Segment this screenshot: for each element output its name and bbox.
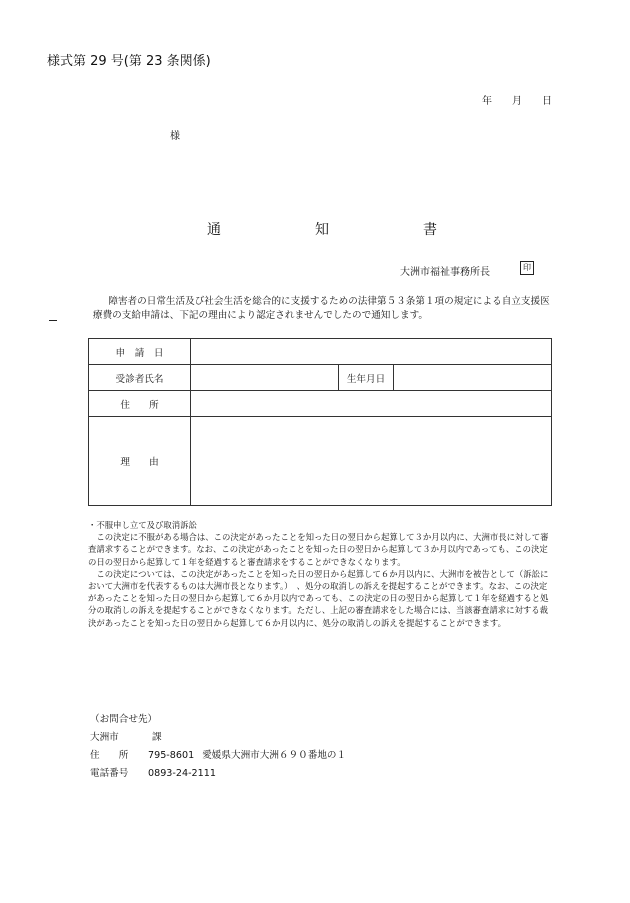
date-month: 月 [512, 96, 522, 107]
table-row [89, 339, 552, 365]
reason-label: 理 由 [89, 417, 191, 506]
table-row [89, 391, 552, 417]
application-date-value[interactable] [191, 339, 552, 365]
contact-division-row [90, 729, 346, 747]
contact-address-row [90, 747, 346, 765]
notice-paragraph-2: この決定については、この決定があったことを知った日の翌日から起算して６か月以内に、大洲市を被告として（訴訟において大洲市を代表するものは大洲市長となります。） 、処分の取消しの訴えを提起することができます。なお、この決定があったことを知った日の翌日から起算して６か月以内であっても、この決定の日の翌日から起算して１年を経過すると処分の取消しの訴えを提起することができなくなります。ただし、上記の審査請求をした場合には、当該審査請求に対する裁決があったことを知った日の翌日から起算して６か月以内に、処分の取消しの訴えを提起することができます。 [88, 568, 549, 628]
date-day: 日 [542, 96, 552, 107]
title-char-1: 通 [207, 222, 221, 238]
contact-address: 愛媛県大洲市大洲６９０番地の１ [202, 750, 347, 761]
date-line [482, 92, 552, 107]
application-date-label: 申 請 日 [89, 339, 191, 365]
contact-postal-code: 795-8601 [148, 750, 195, 761]
contact-address-label: 住 所 [90, 750, 129, 761]
address-label: 住 所 [89, 391, 191, 417]
sender-name: 大洲市福祉事務所長 [400, 267, 490, 278]
notification-body: 障害者の日常生活及び社会生活を総合的に支援するための法律第５３条第１項の規定による自立支援医療費の支給申請は、下記の理由により認定されませんでしたので通知します。 [93, 296, 550, 321]
form-number: 様式第 29 号(第 23 条関係) [47, 54, 211, 69]
date-year: 年 [482, 96, 492, 107]
notice-heading: ・不服申し立て及び取消訴訟 [88, 520, 197, 530]
contact-phone: 0893-24-2111 [148, 768, 216, 779]
appeal-notice [88, 519, 553, 629]
patient-name-value[interactable] [191, 365, 339, 391]
table-row [89, 365, 552, 391]
reason-value[interactable] [191, 417, 552, 506]
contact-heading: （お問合せ先） [90, 714, 158, 725]
seal-mark: 印 [520, 261, 534, 275]
address-value[interactable] [191, 391, 552, 417]
patient-name-label: 受診者氏名 [89, 365, 191, 391]
addressee-suffix: 様 [170, 131, 180, 142]
contact-city: 大洲市 [90, 732, 119, 743]
title-char-3: 書 [423, 222, 437, 238]
application-form-table [88, 338, 552, 506]
margin-dash [49, 320, 57, 321]
contact-phone-label: 電話番号 [90, 768, 129, 779]
contact-phone-row [90, 765, 346, 783]
table-row [89, 417, 552, 506]
notice-paragraph-1: この決定に不服がある場合は、この決定があったことを知った日の翌日から起算して３か月以内に、大洲市長に対して審査請求することができます。なお、この決定があったことを知った日の翌日から起算して３か月以内であっても、この決定の日の翌日から起算して１年を経過すると審査請求をすることができなくなります。 [88, 532, 549, 567]
document-title [207, 219, 437, 239]
birthdate-value[interactable] [394, 365, 552, 391]
contact-division: 課 [152, 732, 162, 743]
contact-block [90, 711, 346, 783]
birthdate-label: 生年月日 [339, 365, 394, 391]
title-char-2: 知 [315, 222, 329, 238]
